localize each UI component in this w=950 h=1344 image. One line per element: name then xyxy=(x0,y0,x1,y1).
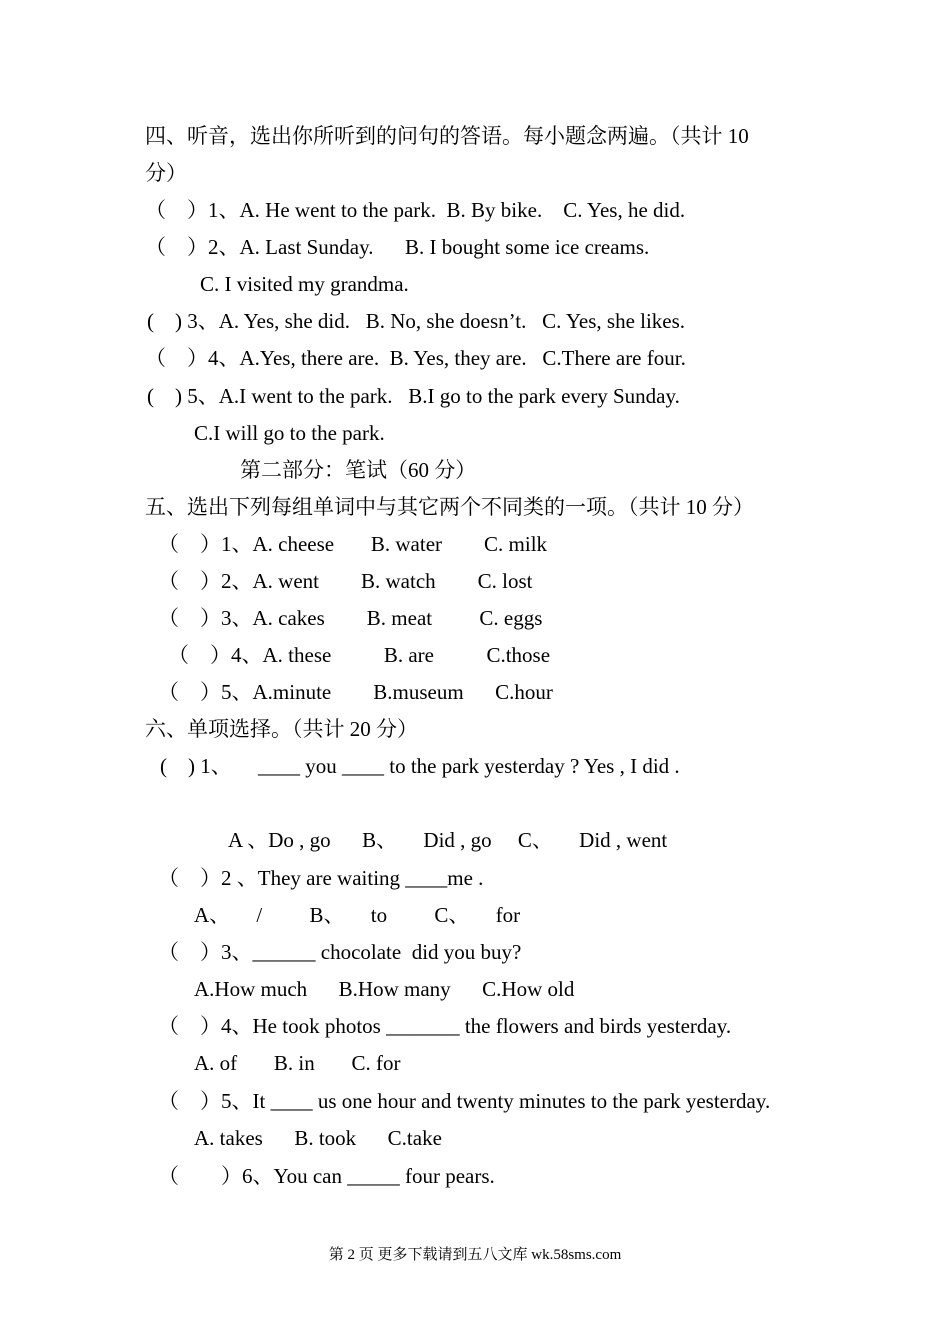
listening-question-3: ( ) 3、A. Yes, she did. B. No, she doesn’t. C. Yes, she likes. xyxy=(147,309,686,333)
choice-question-4-options: A. of B. in C. for xyxy=(194,1051,401,1075)
choice-question-3: （ ）3、______ chocolate did you buy? xyxy=(158,940,522,964)
listening-question-5-option-c: C.I will go to the park. xyxy=(194,421,385,445)
listening-question-4: （ ）4、A.Yes, there are. B. Yes, they are. C.There are four. xyxy=(145,346,686,370)
choice-question-2-options: A、 / B、 to C、 for xyxy=(194,903,521,927)
section-6-title: 六、单项选择。（共计 20 分） xyxy=(145,717,418,741)
choice-question-6: （ ）6、You can _____ four pears. xyxy=(158,1164,495,1188)
choice-question-1-options: A 、Do , go B、 Did , go C、 Did , went xyxy=(228,828,668,852)
choice-question-2: （ ）2 、They are waiting ____me . xyxy=(158,866,484,890)
listening-question-2-option-c: C. I visited my grandma. xyxy=(200,272,409,296)
choice-question-1: ( ) 1、 ____ you ____ to the park yesterday ? Yes , I did . xyxy=(160,754,680,778)
word-question-4: （ ）4、A. these B. are C.those xyxy=(168,643,551,667)
section-4-title-line2: 分） xyxy=(145,161,187,185)
page-footer: 第 2 页 更多下载请到五八文库 wk.58sms.com xyxy=(328,1247,622,1263)
word-question-3: （ ）3、A. cakes B. meat C. eggs xyxy=(158,606,543,630)
choice-question-5: （ ）5、It ____ us one hour and twenty minutes to the park yesterday. xyxy=(158,1089,771,1113)
choice-question-3-options: A.How much B.How many C.How old xyxy=(194,977,575,1001)
choice-question-5-options: A. takes B. took C.take xyxy=(194,1126,442,1150)
listening-question-1: （ ）1、A. He went to the park. B. By bike. C. Yes, he did. xyxy=(145,198,686,222)
choice-question-4: （ ）4、He took photos _______ the flowers and birds yesterday. xyxy=(158,1014,732,1038)
word-question-2: （ ）2、A. went B. watch C. lost xyxy=(158,569,533,593)
listening-question-2: （ ）2、A. Last Sunday. B. I bought some ice creams. xyxy=(145,235,650,259)
word-question-1: （ ）1、A. cheese B. water C. milk xyxy=(158,532,548,556)
section-5-title: 五、选出下列每组单词中与其它两个不同类的一项。（共计 10 分） xyxy=(145,495,754,519)
part-2-heading: 第二部分：笔试（60 分） xyxy=(240,458,477,482)
word-question-5: （ ）5、A.minute B.museum C.hour xyxy=(158,680,553,704)
section-4-title-line1: 四、听音，选出你所听到的问句的答语。每小题念两遍。（共计 10 xyxy=(145,124,749,148)
listening-question-5: ( ) 5、A.I went to the park. B.I go to the park every Sunday. xyxy=(147,384,680,408)
